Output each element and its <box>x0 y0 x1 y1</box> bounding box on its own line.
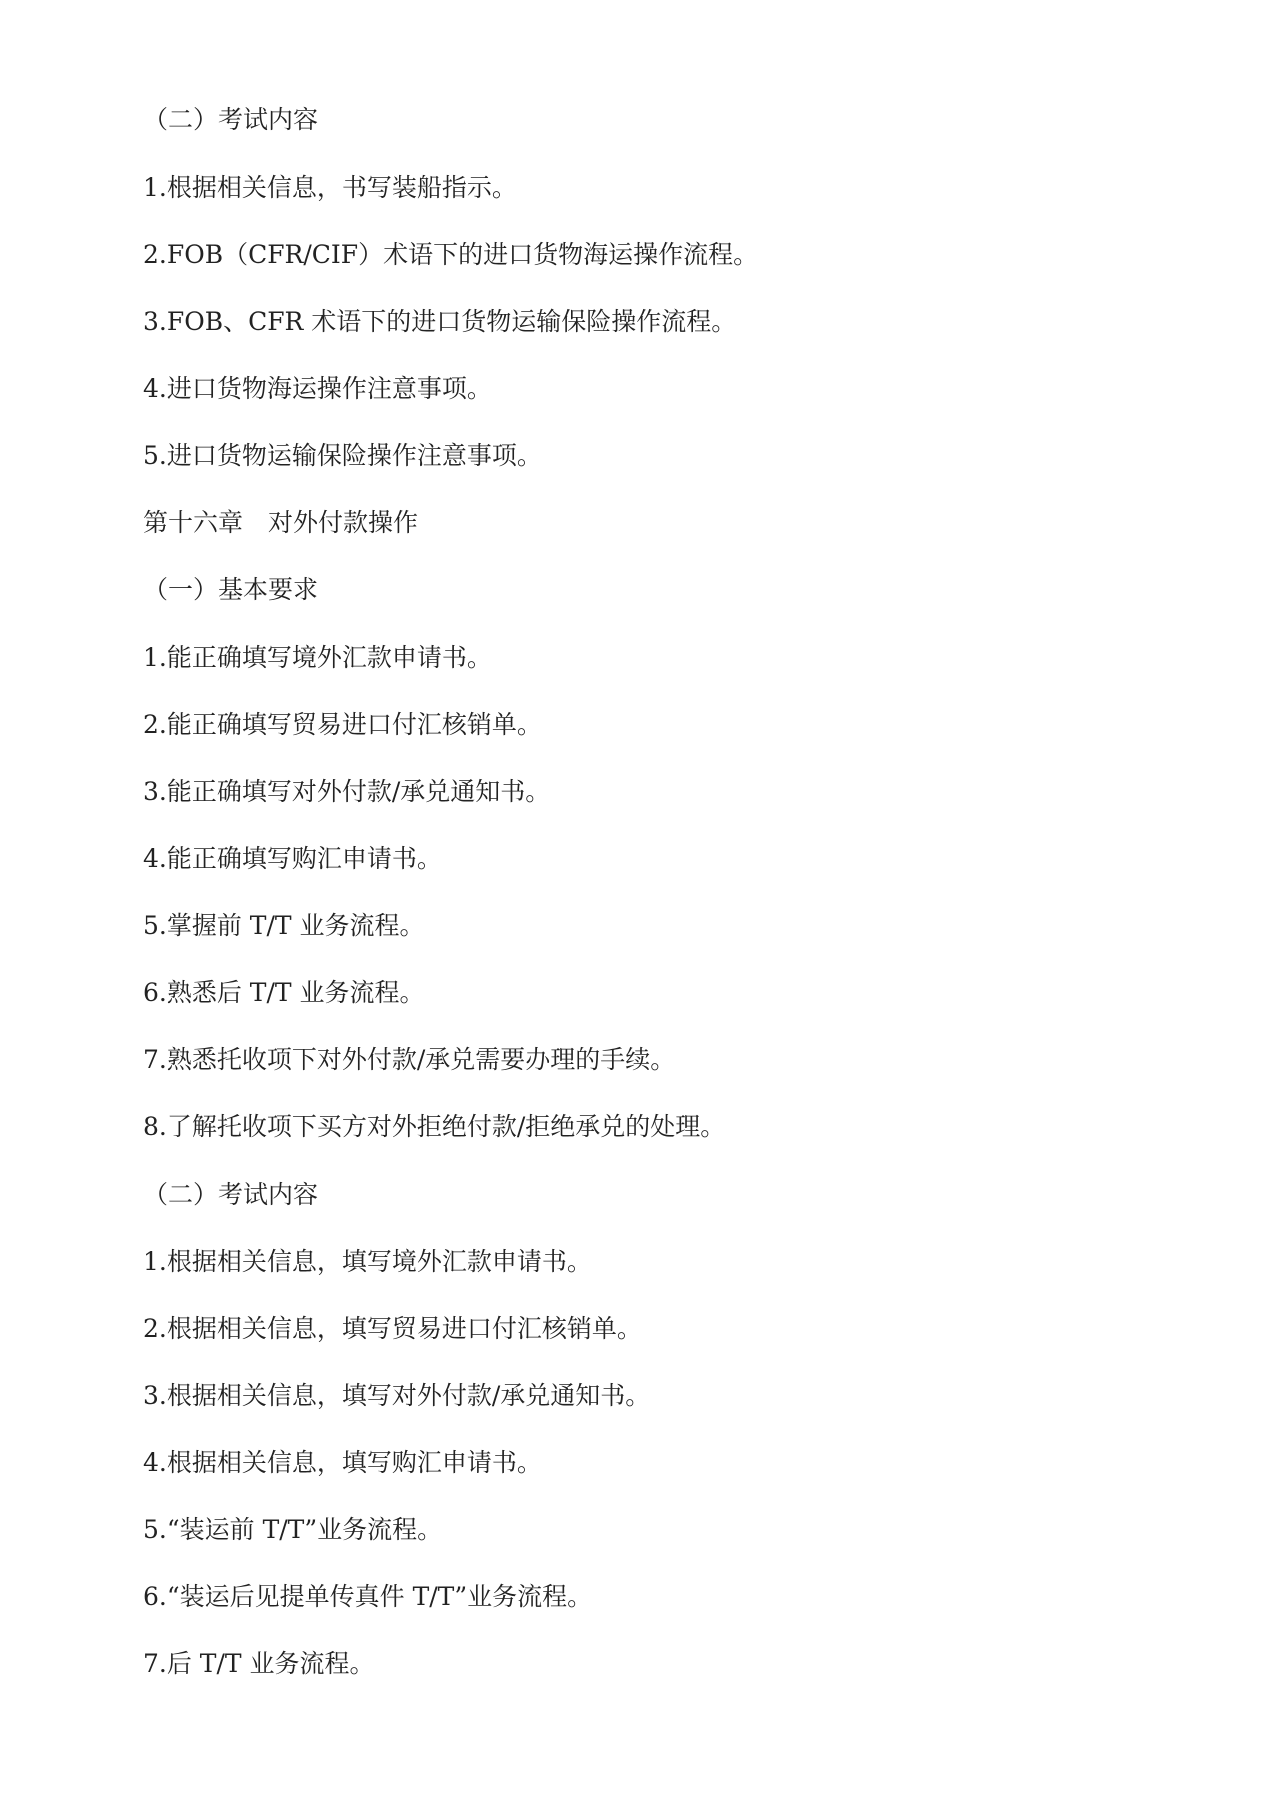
list-item: 7.后 T/T 业务流程。 <box>143 1649 375 1678</box>
list-item: 4.能正确填写购汇申请书。 <box>143 844 442 873</box>
chapter-title: 第十六章 对外付款操作 <box>143 508 419 537</box>
list-item: 1.根据相关信息，书写装船指示。 <box>143 173 517 202</box>
section-heading-exam-content: （二）考试内容 <box>143 1180 319 1209</box>
list-item: 6.熟悉后 T/T 业务流程。 <box>143 978 425 1007</box>
list-item: 5.进口货物运输保险操作注意事项。 <box>143 441 542 470</box>
list-item: 2.FOB（CFR/CIF）术语下的进口货物海运操作流程。 <box>143 240 759 269</box>
list-item: 6.“装运后见提单传真件 T/T”业务流程。 <box>143 1582 593 1611</box>
list-item: 1.能正确填写境外汇款申请书。 <box>143 643 492 672</box>
list-item: 8.了解托收项下买方对外拒绝付款/拒绝承兑的处理。 <box>143 1112 726 1141</box>
section-heading-basic-requirements: （一）基本要求 <box>143 575 319 604</box>
list-item: 4.进口货物海运操作注意事项。 <box>143 374 492 403</box>
list-item: 2.能正确填写贸易进口付汇核销单。 <box>143 710 542 739</box>
list-item: 7.熟悉托收项下对外付款/承兑需要办理的手续。 <box>143 1045 676 1074</box>
list-item: 3.FOB、CFR 术语下的进口货物运输保险操作流程。 <box>143 307 737 336</box>
list-item: 5.掌握前 T/T 业务流程。 <box>143 911 425 940</box>
list-item: 3.根据相关信息，填写对外付款/承兑通知书。 <box>143 1381 651 1410</box>
list-item: 1.根据相关信息，填写境外汇款申请书。 <box>143 1247 592 1276</box>
list-item: 4.根据相关信息，填写购汇申请书。 <box>143 1448 542 1477</box>
list-item: 2.根据相关信息，填写贸易进口付汇核销单。 <box>143 1314 642 1343</box>
list-item: 5.“装运前 T/T”业务流程。 <box>143 1515 443 1544</box>
section-heading-exam-content: （二）考试内容 <box>143 105 319 134</box>
list-item: 3.能正确填写对外付款/承兑通知书。 <box>143 777 551 806</box>
